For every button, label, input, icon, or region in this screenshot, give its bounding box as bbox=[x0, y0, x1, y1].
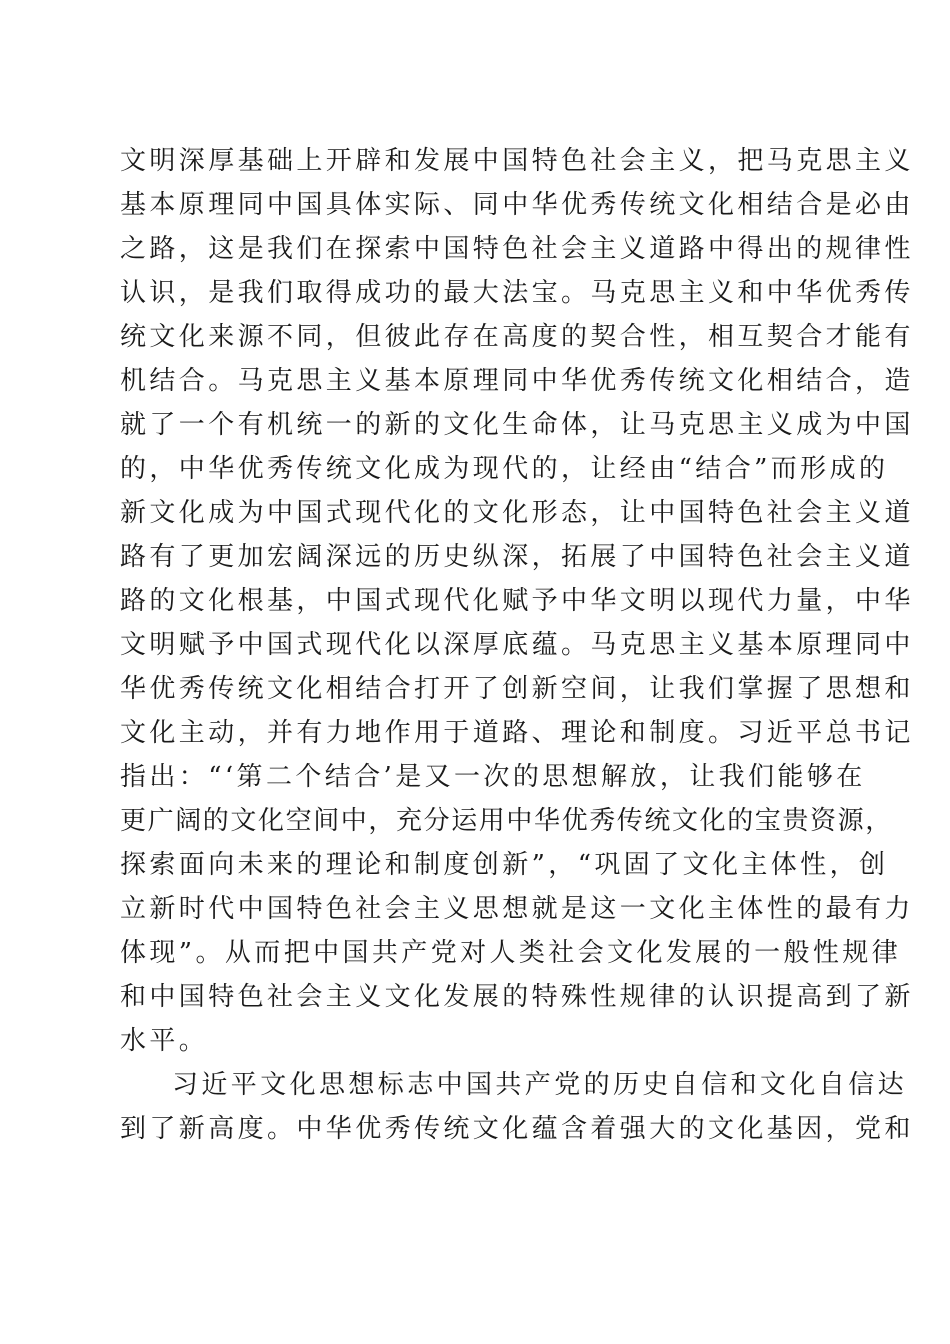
text-line: 探索面向未来的理论和制度创新”，“巩固了文化主体性，创 bbox=[120, 850, 889, 880]
text-line: 更广阔的文化空间中，充分运用中华优秀传统文化的宝贵资源， bbox=[120, 806, 893, 836]
text-line: 到了新高度。中华优秀传统文化蕴含着强大的文化基因，党和 bbox=[120, 1114, 914, 1144]
text-line: 之路，这是我们在探索中国特色社会主义道路中得出的规律性 bbox=[120, 234, 914, 264]
text-line: 新文化成为中国式现代化的文化形态，让中国特色社会主义道 bbox=[120, 498, 914, 528]
text-line: 的，中华优秀传统文化成为现代的，让经由“结合”而形成的 bbox=[120, 454, 889, 484]
text-line: 基本原理同中国具体实际、同中华优秀传统文化相结合是必由 bbox=[120, 190, 914, 220]
text-line: 文明赋予中国式现代化以深厚底蕴。马克思主义基本原理同中 bbox=[120, 630, 914, 660]
paragraph-first-line: 习近平文化思想标志中国共产党的历史自信和文化自信达 bbox=[172, 1070, 908, 1100]
text-line: 路有了更加宏阔深远的历史纵深，拓展了中国特色社会主义道 bbox=[120, 542, 914, 572]
text-line: 华优秀传统文化相结合打开了创新空间，让我们掌握了思想和 bbox=[120, 674, 914, 704]
text-line: 就了一个有机统一的新的文化生命体，让马克思主义成为中国 bbox=[120, 410, 914, 440]
text-line: 体现”。从而把中国共产党对人类社会文化发展的一般性规律 bbox=[120, 938, 902, 968]
text-line: 文化主动，并有力地作用于道路、理论和制度。习近平总书记 bbox=[120, 718, 914, 748]
text-line: 立新时代中国特色社会主义思想就是这一文化主体性的最有力 bbox=[120, 894, 914, 924]
text-line: 认识，是我们取得成功的最大法宝。马克思主义和中华优秀传 bbox=[120, 278, 914, 308]
text-line: 指出：“‘第二个结合’是又一次的思想解放，让我们能够在 bbox=[120, 762, 866, 792]
text-line: 和中国特色社会主义文化发展的特殊性规律的认识提高到了新 bbox=[120, 982, 914, 1012]
text-line: 文明深厚基础上开辟和发展中国特色社会主义，把马克思主义 bbox=[120, 146, 914, 176]
text-line: 机结合。马克思主义基本原理同中华优秀传统文化相结合，造 bbox=[120, 366, 914, 396]
text-line: 路的文化根基，中国式现代化赋予中华文明以现代力量，中华 bbox=[120, 586, 914, 616]
text-line: 水平。 bbox=[120, 1026, 209, 1056]
text-line: 统文化来源不同，但彼此存在高度的契合性，相互契合才能有 bbox=[120, 322, 914, 352]
